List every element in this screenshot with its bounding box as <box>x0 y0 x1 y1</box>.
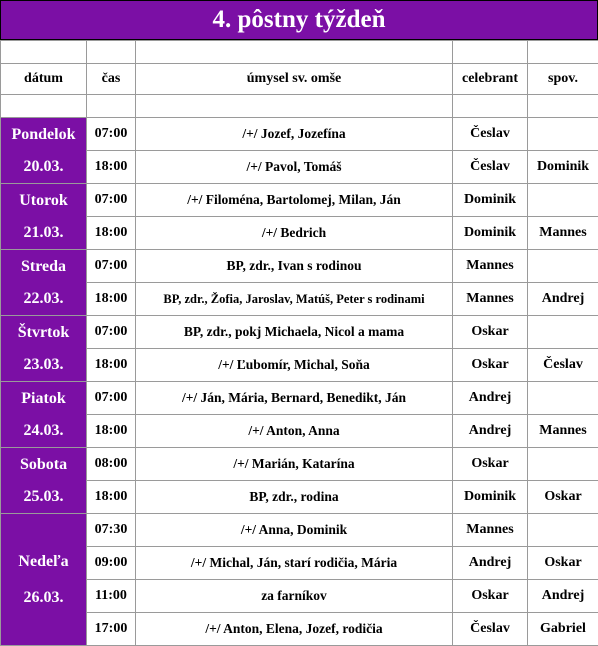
mass-confession: Dominik <box>528 151 598 184</box>
header-intention: úmysel sv. omše <box>136 64 453 95</box>
day-cell <box>1 316 87 382</box>
mass-celebrant: Dominik <box>453 184 528 217</box>
mass-confession <box>528 316 598 349</box>
table-row <box>1 547 598 580</box>
mass-celebrant: Andrej <box>453 415 528 448</box>
day-name: Streda <box>1 251 86 283</box>
mass-time: 07:30 <box>87 514 136 547</box>
mass-time: 07:00 <box>87 250 136 283</box>
day-date: 21.03. <box>1 217 86 249</box>
day-name: Piatok <box>1 383 86 415</box>
mass-celebrant: Dominik <box>453 217 528 250</box>
mass-celebrant: Oskar <box>453 349 528 382</box>
day-cell <box>1 250 87 316</box>
mass-celebrant: Dominik <box>453 481 528 514</box>
day-name: Štvrtok <box>1 317 86 349</box>
mass-intention: /+/ Marián, Katarína <box>136 448 453 481</box>
table-row <box>1 118 598 151</box>
mass-intention: /+/ Jozef, Jozefína <box>136 118 453 151</box>
mass-intention: za farníkov <box>136 580 453 613</box>
mass-time: 18:00 <box>87 349 136 382</box>
mass-intention: /+/ Ľubomír, Michal, Soňa <box>136 349 453 382</box>
mass-celebrant: Oskar <box>453 448 528 481</box>
table-row <box>1 613 598 646</box>
table-row <box>1 151 598 184</box>
day-cell <box>1 118 87 184</box>
mass-time: 08:00 <box>87 448 136 481</box>
mass-intention: /+/ Michal, Ján, starí rodičia, Mária <box>136 547 453 580</box>
mass-time: 17:00 <box>87 613 136 646</box>
table-header-row <box>1 64 598 95</box>
table-row <box>1 382 598 415</box>
mass-celebrant: Mannes <box>453 283 528 316</box>
mass-confession: Česlav <box>528 349 598 382</box>
mass-time: 18:00 <box>87 217 136 250</box>
header-celebrant: celebrant <box>453 64 528 95</box>
mass-time: 07:00 <box>87 316 136 349</box>
mass-intention: /+/ Pavol, Tomáš <box>136 151 453 184</box>
mass-celebrant: Oskar <box>453 316 528 349</box>
day-date: 25.03. <box>1 481 86 513</box>
mass-celebrant: Česlav <box>453 613 528 646</box>
mass-confession <box>528 448 598 481</box>
mass-intention: /+/ Anton, Anna <box>136 415 453 448</box>
table-row <box>1 481 598 514</box>
day-cell <box>1 514 87 646</box>
day-date: 26.03. <box>1 580 86 644</box>
table-row <box>1 580 598 613</box>
day-date: 23.03. <box>1 349 86 381</box>
mass-time: 18:00 <box>87 283 136 316</box>
mass-intention: /+/ Ján, Mária, Bernard, Benedikt, Ján <box>136 382 453 415</box>
mass-confession <box>528 184 598 217</box>
table-row <box>1 283 598 316</box>
mass-time: 18:00 <box>87 481 136 514</box>
mass-intention: /+/ Filoména, Bartolomej, Milan, Ján <box>136 184 453 217</box>
mass-confession: Oskar <box>528 481 598 514</box>
day-date: 24.03. <box>1 415 86 447</box>
mass-time: 11:00 <box>87 580 136 613</box>
day-name: Pondelok <box>1 119 86 151</box>
mass-confession: Mannes <box>528 415 598 448</box>
mass-celebrant: Mannes <box>453 514 528 547</box>
mass-celebrant: Česlav <box>453 118 528 151</box>
mass-confession <box>528 382 598 415</box>
mass-schedule-table <box>0 40 598 646</box>
day-name: Sobota <box>1 449 86 481</box>
day-date: 20.03. <box>1 151 86 183</box>
mass-confession: Mannes <box>528 217 598 250</box>
mass-intention: BP, zdr., rodina <box>136 481 453 514</box>
mass-celebrant: Oskar <box>453 580 528 613</box>
mass-intention: /+/ Anton, Elena, Jozef, rodičia <box>136 613 453 646</box>
mass-time: 09:00 <box>87 547 136 580</box>
table-row <box>1 415 598 448</box>
mass-intention: BP, zdr., Žofia, Jaroslav, Matúš, Peter s rodinami <box>136 283 453 316</box>
table-row <box>1 217 598 250</box>
mass-confession: Gabriel <box>528 613 598 646</box>
mass-confession: Andrej <box>528 283 598 316</box>
mass-confession: Andrej <box>528 580 598 613</box>
mass-time: 18:00 <box>87 151 136 184</box>
table-row <box>1 514 598 547</box>
mass-intention: /+/ Anna, Dominik <box>136 514 453 547</box>
mass-intention: /+/ Bedrich <box>136 217 453 250</box>
mass-confession <box>528 250 598 283</box>
page-title: 4. pôstny týždeň <box>0 0 598 40</box>
day-date: 22.03. <box>1 283 86 315</box>
header-confession: spov. <box>528 64 598 95</box>
mass-celebrant: Česlav <box>453 151 528 184</box>
mass-intention: BP, zdr., pokj Michaela, Nicol a mama <box>136 316 453 349</box>
table-row <box>1 250 598 283</box>
table-row <box>1 349 598 382</box>
day-cell <box>1 448 87 514</box>
mass-confession <box>528 514 598 547</box>
table-row <box>1 316 598 349</box>
mass-confession <box>528 118 598 151</box>
header-time: čas <box>87 64 136 95</box>
header-date: dátum <box>1 64 87 95</box>
mass-celebrant: Andrej <box>453 382 528 415</box>
spacer-row <box>1 95 598 118</box>
day-cell <box>1 382 87 448</box>
mass-confession: Oskar <box>528 547 598 580</box>
mass-time: 07:00 <box>87 118 136 151</box>
day-name: Utorok <box>1 185 86 217</box>
table-row <box>1 448 598 481</box>
mass-time: 18:00 <box>87 415 136 448</box>
table-row <box>1 184 598 217</box>
mass-time: 07:00 <box>87 382 136 415</box>
day-cell <box>1 184 87 250</box>
mass-time: 07:00 <box>87 184 136 217</box>
spacer-row <box>1 41 598 64</box>
day-name: Nedeľa <box>1 516 86 580</box>
mass-celebrant: Mannes <box>453 250 528 283</box>
mass-celebrant: Andrej <box>453 547 528 580</box>
mass-intention: BP, zdr., Ivan s rodinou <box>136 250 453 283</box>
